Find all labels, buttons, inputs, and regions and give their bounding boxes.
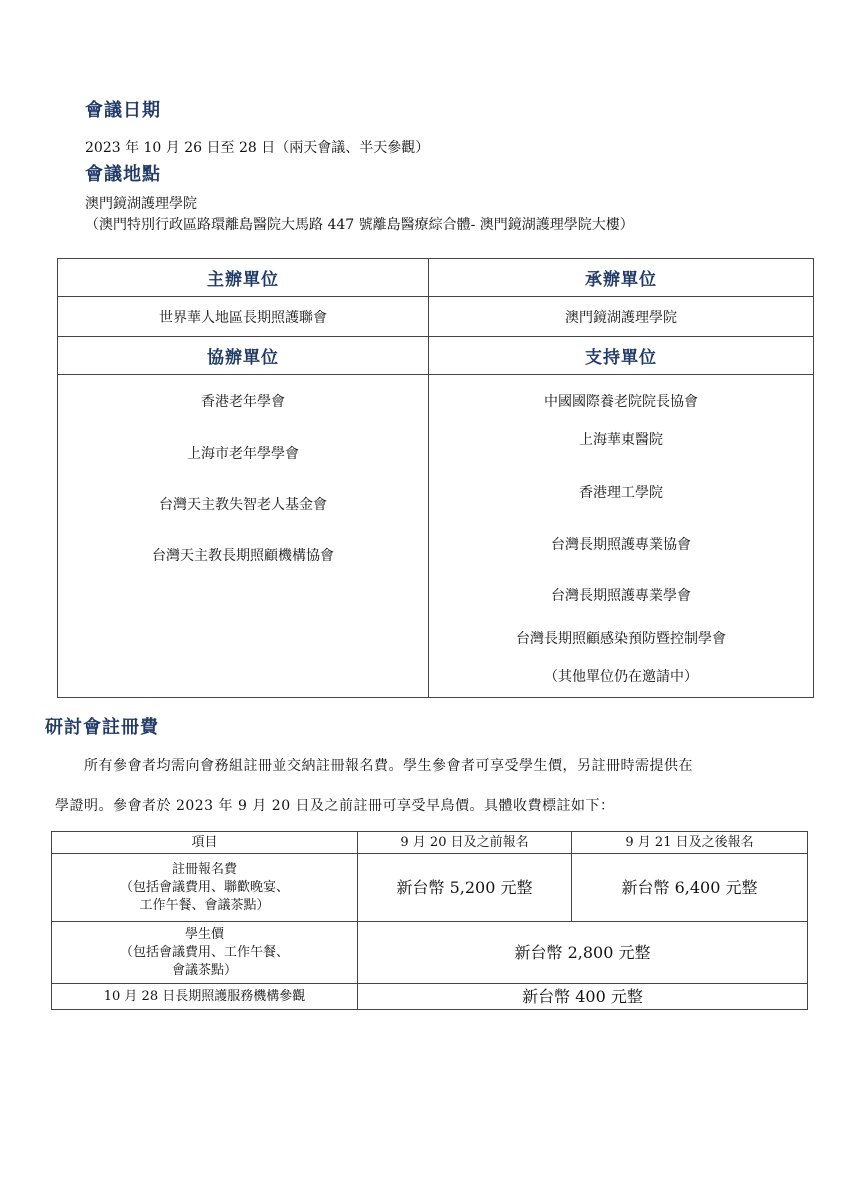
co-organizer-label: 協辦單位 (58, 337, 429, 375)
visit-title: 10 月 28 日長期照護服務機構參觀 (52, 984, 358, 1010)
student-desc-1: （包括會議費用、工作午餐、 (119, 944, 289, 960)
venue-address: （澳門特別行政區路環離島醫院大馬路 447 號離島醫療綜合體- 澳門鏡湖護理學院大樓） (85, 217, 634, 233)
header-item: 項目 (52, 832, 358, 854)
date-text: 2023 年 10 月 26 日至 28 日（兩天會議、半天參觀） (85, 140, 430, 156)
organizers-table (57, 258, 814, 698)
registration-title: 註冊報名費 (171, 861, 237, 877)
undertaker-label: 承辦單位 (429, 259, 814, 297)
fee-table (51, 831, 808, 1010)
student-fee-cell (52, 922, 358, 984)
registration-desc-1: （包括會議費用、聯歡晚宴、 (119, 879, 289, 895)
venue-name: 澳門鏡湖護理學院 (85, 196, 197, 212)
co-organizer-list (58, 375, 429, 698)
supporter-label: 支持單位 (429, 337, 814, 375)
header-early: 9 月 20 日及之前報名 (358, 832, 572, 854)
supporter-item: 台灣長期照護專業學會 (551, 588, 691, 604)
registration-desc-2: 工作午餐、會議茶點） (139, 897, 270, 913)
supporter-item: （其他單位仍在邀請中） (544, 669, 698, 685)
host-value: 世界華人地區長期照護聯會 (58, 297, 429, 337)
supporter-item: 台灣長期照護專業協會 (551, 537, 691, 553)
co-organizer-item: 台灣天主教長期照顧機構協會 (152, 548, 334, 564)
fees-paragraph-line1: 所有參會者均需向會務組註冊並交納註冊報名費。學生參會者可享受學生價，另註冊時需提供在 (84, 758, 693, 774)
fees-heading: 研討會註冊費 (45, 717, 159, 738)
student-title: 學生價 (184, 926, 224, 942)
visit-price: 新台幣 400 元整 (358, 984, 808, 1010)
student-desc-2: 會議茶點） (171, 962, 237, 978)
co-organizer-item: 上海市老年學學會 (187, 446, 299, 462)
supporter-item: 香港理工學院 (579, 485, 663, 501)
undertaker-value: 澳門鏡湖護理學院 (429, 297, 814, 337)
date-heading: 會議日期 (85, 100, 161, 121)
host-label: 主辦單位 (58, 259, 429, 297)
registration-fee-cell (52, 854, 358, 922)
supporter-list (429, 375, 814, 698)
co-organizer-item: 香港老年學會 (201, 394, 285, 410)
student-price: 新台幣 2,800 元整 (358, 922, 808, 984)
venue-heading: 會議地點 (85, 164, 161, 185)
supporter-item: 上海華東醫院 (579, 432, 663, 448)
co-organizer-item: 台灣天主教失智老人基金會 (159, 497, 327, 513)
supporter-item: 中國國際養老院院長協會 (544, 394, 698, 410)
supporter-item: 台灣長期照顧感染預防暨控制學會 (516, 631, 726, 647)
header-late: 9 月 21 日及之後報名 (572, 832, 808, 854)
registration-late-price: 新台幣 6,400 元整 (572, 854, 808, 922)
registration-early-price: 新台幣 5,200 元整 (358, 854, 572, 922)
fees-paragraph-line2: 學證明。參會者於 2023 年 9 月 20 日及之前註冊可享受早鳥價。具體收費標註如下： (55, 798, 615, 814)
